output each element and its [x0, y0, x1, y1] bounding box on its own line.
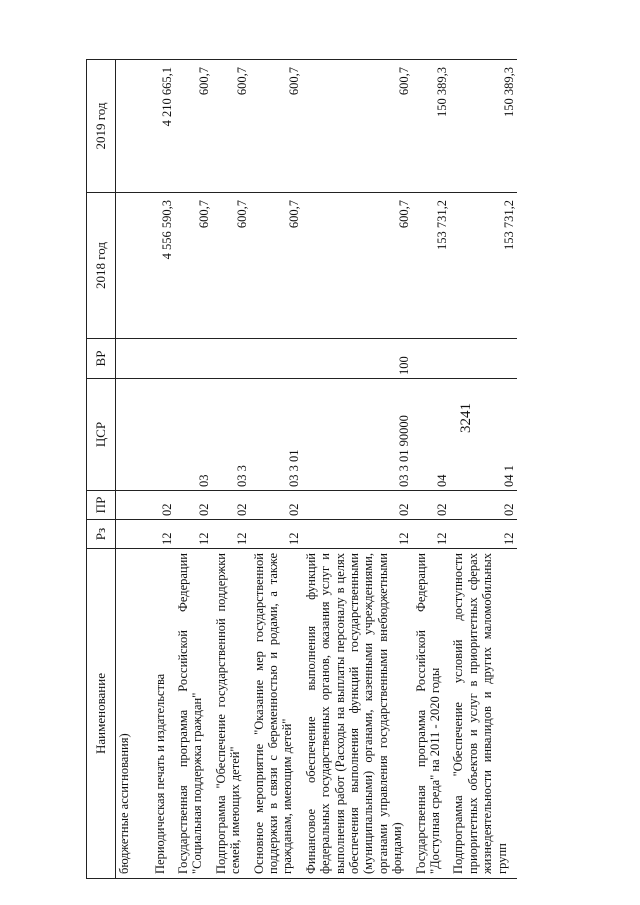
- row-name: Подпрограмма "Обеспечение условий доступности приоритетных объектов и услуг в приоритетных сферах жизнедеятельности инвалидов и других маломобильных групп: [450, 549, 517, 879]
- row-vr: [175, 339, 213, 379]
- row-2018: 600,7: [175, 193, 213, 339]
- row-rz: 12: [450, 520, 517, 549]
- row-vr: [116, 339, 152, 379]
- row-vr: 100: [303, 339, 413, 379]
- column-header: Рз: [87, 520, 116, 549]
- row-2019: 150 389,3: [450, 60, 517, 193]
- row-pr: 02: [303, 491, 413, 520]
- column-header: ВР: [87, 339, 116, 379]
- page-number: 3241: [458, 403, 474, 433]
- row-pr: [116, 491, 152, 520]
- row-csr: 03 3: [213, 379, 251, 491]
- row-rz: 12: [175, 520, 213, 549]
- table-row: [175, 60, 213, 879]
- row-name: Подпрограмма "Обеспечение государственной поддержки семей, имеющих детей": [213, 549, 251, 879]
- row-2018: 153 731,2: [450, 193, 517, 339]
- table-row: [413, 60, 451, 879]
- row-csr: 03 3 01: [251, 379, 303, 491]
- row-vr: [251, 339, 303, 379]
- row-2019: 600,7: [175, 60, 213, 193]
- table-row: [116, 60, 152, 879]
- row-2019: 600,7: [303, 60, 413, 193]
- column-header: ПР: [87, 491, 116, 520]
- row-name: Государственная программа Российской Федерации "Социальная поддержка граждан": [175, 549, 213, 879]
- table-row: [450, 60, 517, 879]
- row-rz: [116, 520, 152, 549]
- row-rz: 12: [303, 520, 413, 549]
- row-2019: [116, 60, 152, 193]
- row-csr: [116, 379, 152, 491]
- row-2018: 600,7: [213, 193, 251, 339]
- budget-table-page: [86, 60, 600, 879]
- row-2018: 600,7: [303, 193, 413, 339]
- row-2018: [116, 193, 152, 339]
- row-2018: 4 556 590,3: [152, 193, 175, 339]
- budget-table: [86, 59, 517, 879]
- row-2019: 4 210 665,1: [152, 60, 175, 193]
- row-name: Основное мероприятие "Оказание мер государственной поддержки в связи с беременностью и родами, а также гражданам, имеющим детей": [251, 549, 303, 879]
- row-pr: 02: [251, 491, 303, 520]
- row-rz: 12: [251, 520, 303, 549]
- column-header: Наименование: [87, 549, 116, 879]
- row-pr: 02: [450, 491, 517, 520]
- row-rz: 12: [213, 520, 251, 549]
- row-rz: 12: [152, 520, 175, 549]
- row-pr: 02: [413, 491, 451, 520]
- row-vr: [213, 339, 251, 379]
- row-pr: 02: [152, 491, 175, 520]
- row-csr: 03 3 01 90000: [303, 379, 413, 491]
- table-row: [213, 60, 251, 879]
- row-csr: 03: [175, 379, 213, 491]
- row-vr: [413, 339, 451, 379]
- table-header-row: [87, 60, 116, 879]
- row-vr: [152, 339, 175, 379]
- table-row: [303, 60, 413, 879]
- table-row: [152, 60, 175, 879]
- row-rz: 12: [413, 520, 451, 549]
- column-header: 2018 год: [87, 193, 116, 339]
- column-header: ЦСР: [87, 379, 116, 491]
- row-csr: [152, 379, 175, 491]
- column-header: 2019 год: [87, 60, 116, 193]
- row-pr: 02: [175, 491, 213, 520]
- row-csr: 04: [413, 379, 451, 491]
- row-2019: 150 389,3: [413, 60, 451, 193]
- row-pr: 02: [213, 491, 251, 520]
- row-2018: 600,7: [251, 193, 303, 339]
- row-2019: 600,7: [251, 60, 303, 193]
- row-name: Государственная программа Российской Федерации "Доступная среда" на 2011 - 2020 годы: [413, 549, 451, 879]
- table-row: [251, 60, 303, 879]
- row-vr: [450, 339, 517, 379]
- row-2019: 600,7: [213, 60, 251, 193]
- row-name: Финансовое обеспечение выполнения функций федеральных государственных органов, оказания услуг и выполнения работ (Расходы на выплаты персоналу в целях обеспечения выполнения функций государственными (муниципальными) органами, казенными учреждениями, органами управления государственными внебюджетными фондами): [303, 549, 413, 879]
- row-2018: 153 731,2: [413, 193, 451, 339]
- row-name: Периодическая печать и издательства: [152, 549, 175, 879]
- row-csr: 04 1: [450, 379, 517, 491]
- row-name: бюджетные ассигнования): [116, 549, 152, 879]
